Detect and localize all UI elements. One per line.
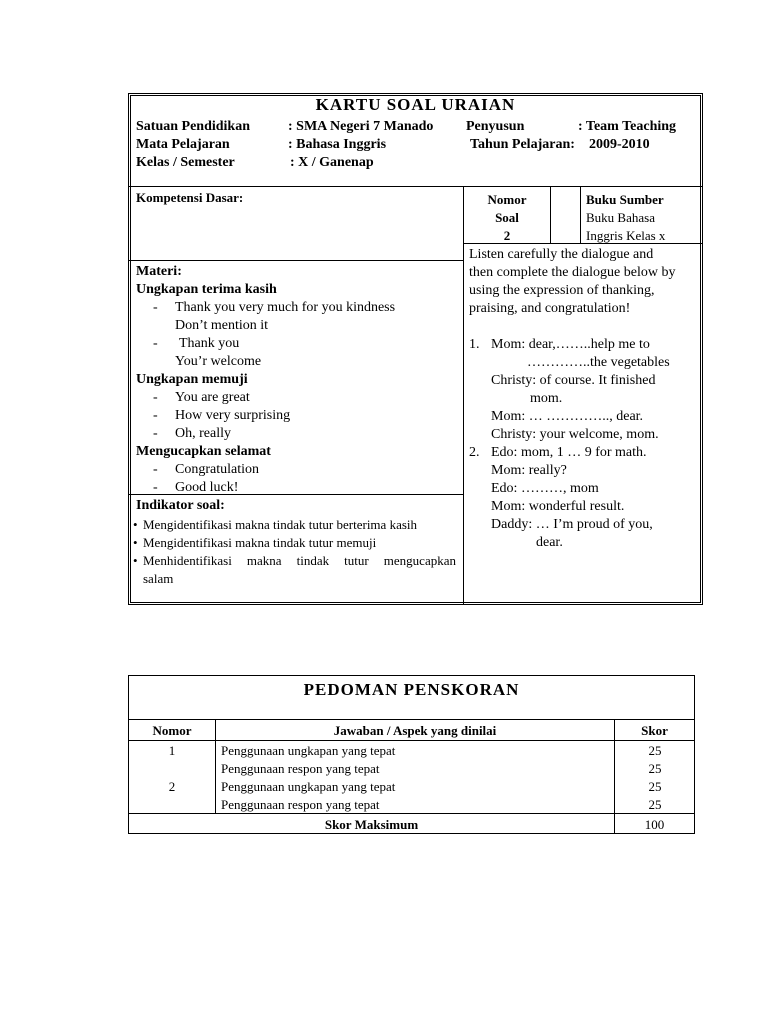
kelas-value: : X / Ganenap (290, 155, 374, 170)
materi-item: How very surprising (175, 408, 291, 423)
materi-item: Don’t mention it (175, 318, 269, 333)
nomor-soal-number: 2 (503, 228, 511, 243)
dialogue-line: Mom: dear,……..help me to (491, 337, 650, 352)
row-nomor: 2 (168, 779, 176, 794)
tahun-label: Tahun Pelajaran: (470, 137, 575, 152)
penyusun-value: : Team Teaching (578, 119, 677, 134)
question-intro: praising, and congratulation! (469, 301, 631, 316)
dialogue-line: Mom: … ………….., dear. (491, 409, 644, 424)
materi-dash: - (153, 426, 158, 441)
materi-dash: - (153, 408, 158, 423)
materi-item: You are great (175, 390, 250, 405)
materi-dash: - (153, 480, 158, 495)
card-divider (129, 260, 463, 261)
materi-dash: - (153, 300, 158, 315)
total-value: 100 (644, 817, 665, 832)
row-skor: 25 (648, 743, 662, 758)
scoring-divider (129, 813, 694, 814)
dialogue-line: Edo: ………, mom (491, 481, 599, 496)
mapel-value: : Bahasa Inggris (288, 137, 387, 152)
materi-item: Congratulation (175, 462, 259, 477)
bullet-icon: • (133, 553, 138, 568)
materi-item: Good luck! (175, 480, 239, 495)
satuan-value: : SMA Negeri 7 Manado (288, 119, 434, 134)
dialogue-line: Mom: really? (491, 463, 567, 478)
kompetensi-label: Kompetensi Dasar: (136, 190, 244, 205)
dialogue-line: dear. (536, 535, 563, 550)
bullet-icon: • (133, 517, 138, 532)
row-skor: 25 (648, 779, 662, 794)
kelas-label: Kelas / Semester (136, 155, 235, 170)
materi-section-praise: Ungkapan memuji (136, 372, 248, 387)
row-skor: 25 (648, 797, 662, 812)
satuan-label: Satuan Pendidikan (136, 119, 250, 134)
scoring-title: PEDOMAN PENSKORAN (303, 680, 520, 699)
row-aspek: Penggunaan ungkapan yang tepat (221, 743, 396, 758)
scoring-divider (129, 740, 694, 741)
indikator-item: Mengidentifikasi makna tindak tutur memuji (143, 535, 377, 550)
column-header-jawaban: Jawaban / Aspek yang dinilai (333, 723, 497, 738)
dialogue-line: Edo: mom, 1 … 9 for math. (491, 445, 647, 460)
dialogue-line: Christy: of course. It finished (491, 373, 656, 388)
question-number: 2. (469, 445, 480, 460)
materi-item: Thank you very much for you kindness (175, 300, 396, 315)
total-label: Skor Maksimum (324, 817, 419, 832)
row-aspek: Penggunaan respon yang tepat (221, 797, 380, 812)
materi-dash: - (153, 390, 158, 405)
card-divider (580, 187, 581, 243)
indikator-item: salam (143, 571, 174, 586)
penyusun-label: Penyusun (466, 119, 525, 134)
indikator-item: Menhidentifikasi makna tindak tutur mengucapkan (143, 553, 456, 568)
card-divider (463, 187, 464, 604)
question-intro: then complete the dialogue below by (469, 265, 676, 280)
row-aspek: Penggunaan ungkapan yang tepat (221, 779, 396, 794)
dialogue-line: …………..the vegetables (527, 355, 670, 370)
buku-sumber-heading: Buku Sumber (586, 192, 664, 207)
indikator-heading: Indikator soal: (136, 498, 225, 513)
nomor-soal-label: Nomor (487, 192, 527, 207)
materi-section-congrats: Mengucapkan selamat (136, 444, 271, 459)
row-skor: 25 (648, 761, 662, 776)
materi-item: Oh, really (175, 426, 231, 441)
card-title: KARTU SOAL URAIAN (315, 95, 516, 114)
dialogue-line: Mom: wonderful result. (491, 499, 625, 514)
column-header-nomor: Nomor (152, 723, 192, 738)
dialogue-line: mom. (530, 391, 563, 406)
tahun-value: 2009-2010 (589, 137, 650, 152)
bullet-icon: • (133, 535, 138, 550)
materi-item: You’r welcome (175, 354, 262, 369)
scoring-divider (129, 719, 694, 720)
question-intro: using the expression of thanking, (469, 283, 655, 298)
question-intro: Listen carefully the dialogue and (469, 247, 654, 262)
row-nomor: 1 (168, 743, 176, 758)
question-number: 1. (469, 337, 480, 352)
materi-dash: - (153, 336, 158, 351)
row-aspek: Penggunaan respon yang tepat (221, 761, 380, 776)
materi-dash: - (153, 462, 158, 477)
card-divider (129, 186, 702, 187)
materi-item: Thank you (179, 336, 240, 351)
buku-sumber-text: Buku Bahasa (586, 210, 655, 225)
card-divider (550, 187, 551, 243)
materi-section-thanks: Ungkapan terima kasih (136, 282, 277, 297)
buku-sumber-text: Inggris Kelas x (586, 228, 666, 243)
materi-heading: Materi: (136, 264, 182, 279)
dialogue-line: Daddy: … I’m proud of you, (491, 517, 653, 532)
dialogue-line: Christy: your welcome, mom. (491, 427, 659, 442)
indikator-item: Mengidentifikasi makna tindak tutur berterima kasih (143, 517, 418, 532)
mapel-label: Mata Pelajaran (136, 137, 230, 152)
column-header-skor: Skor (641, 723, 668, 738)
nomor-soal-label: Soal (495, 210, 519, 225)
